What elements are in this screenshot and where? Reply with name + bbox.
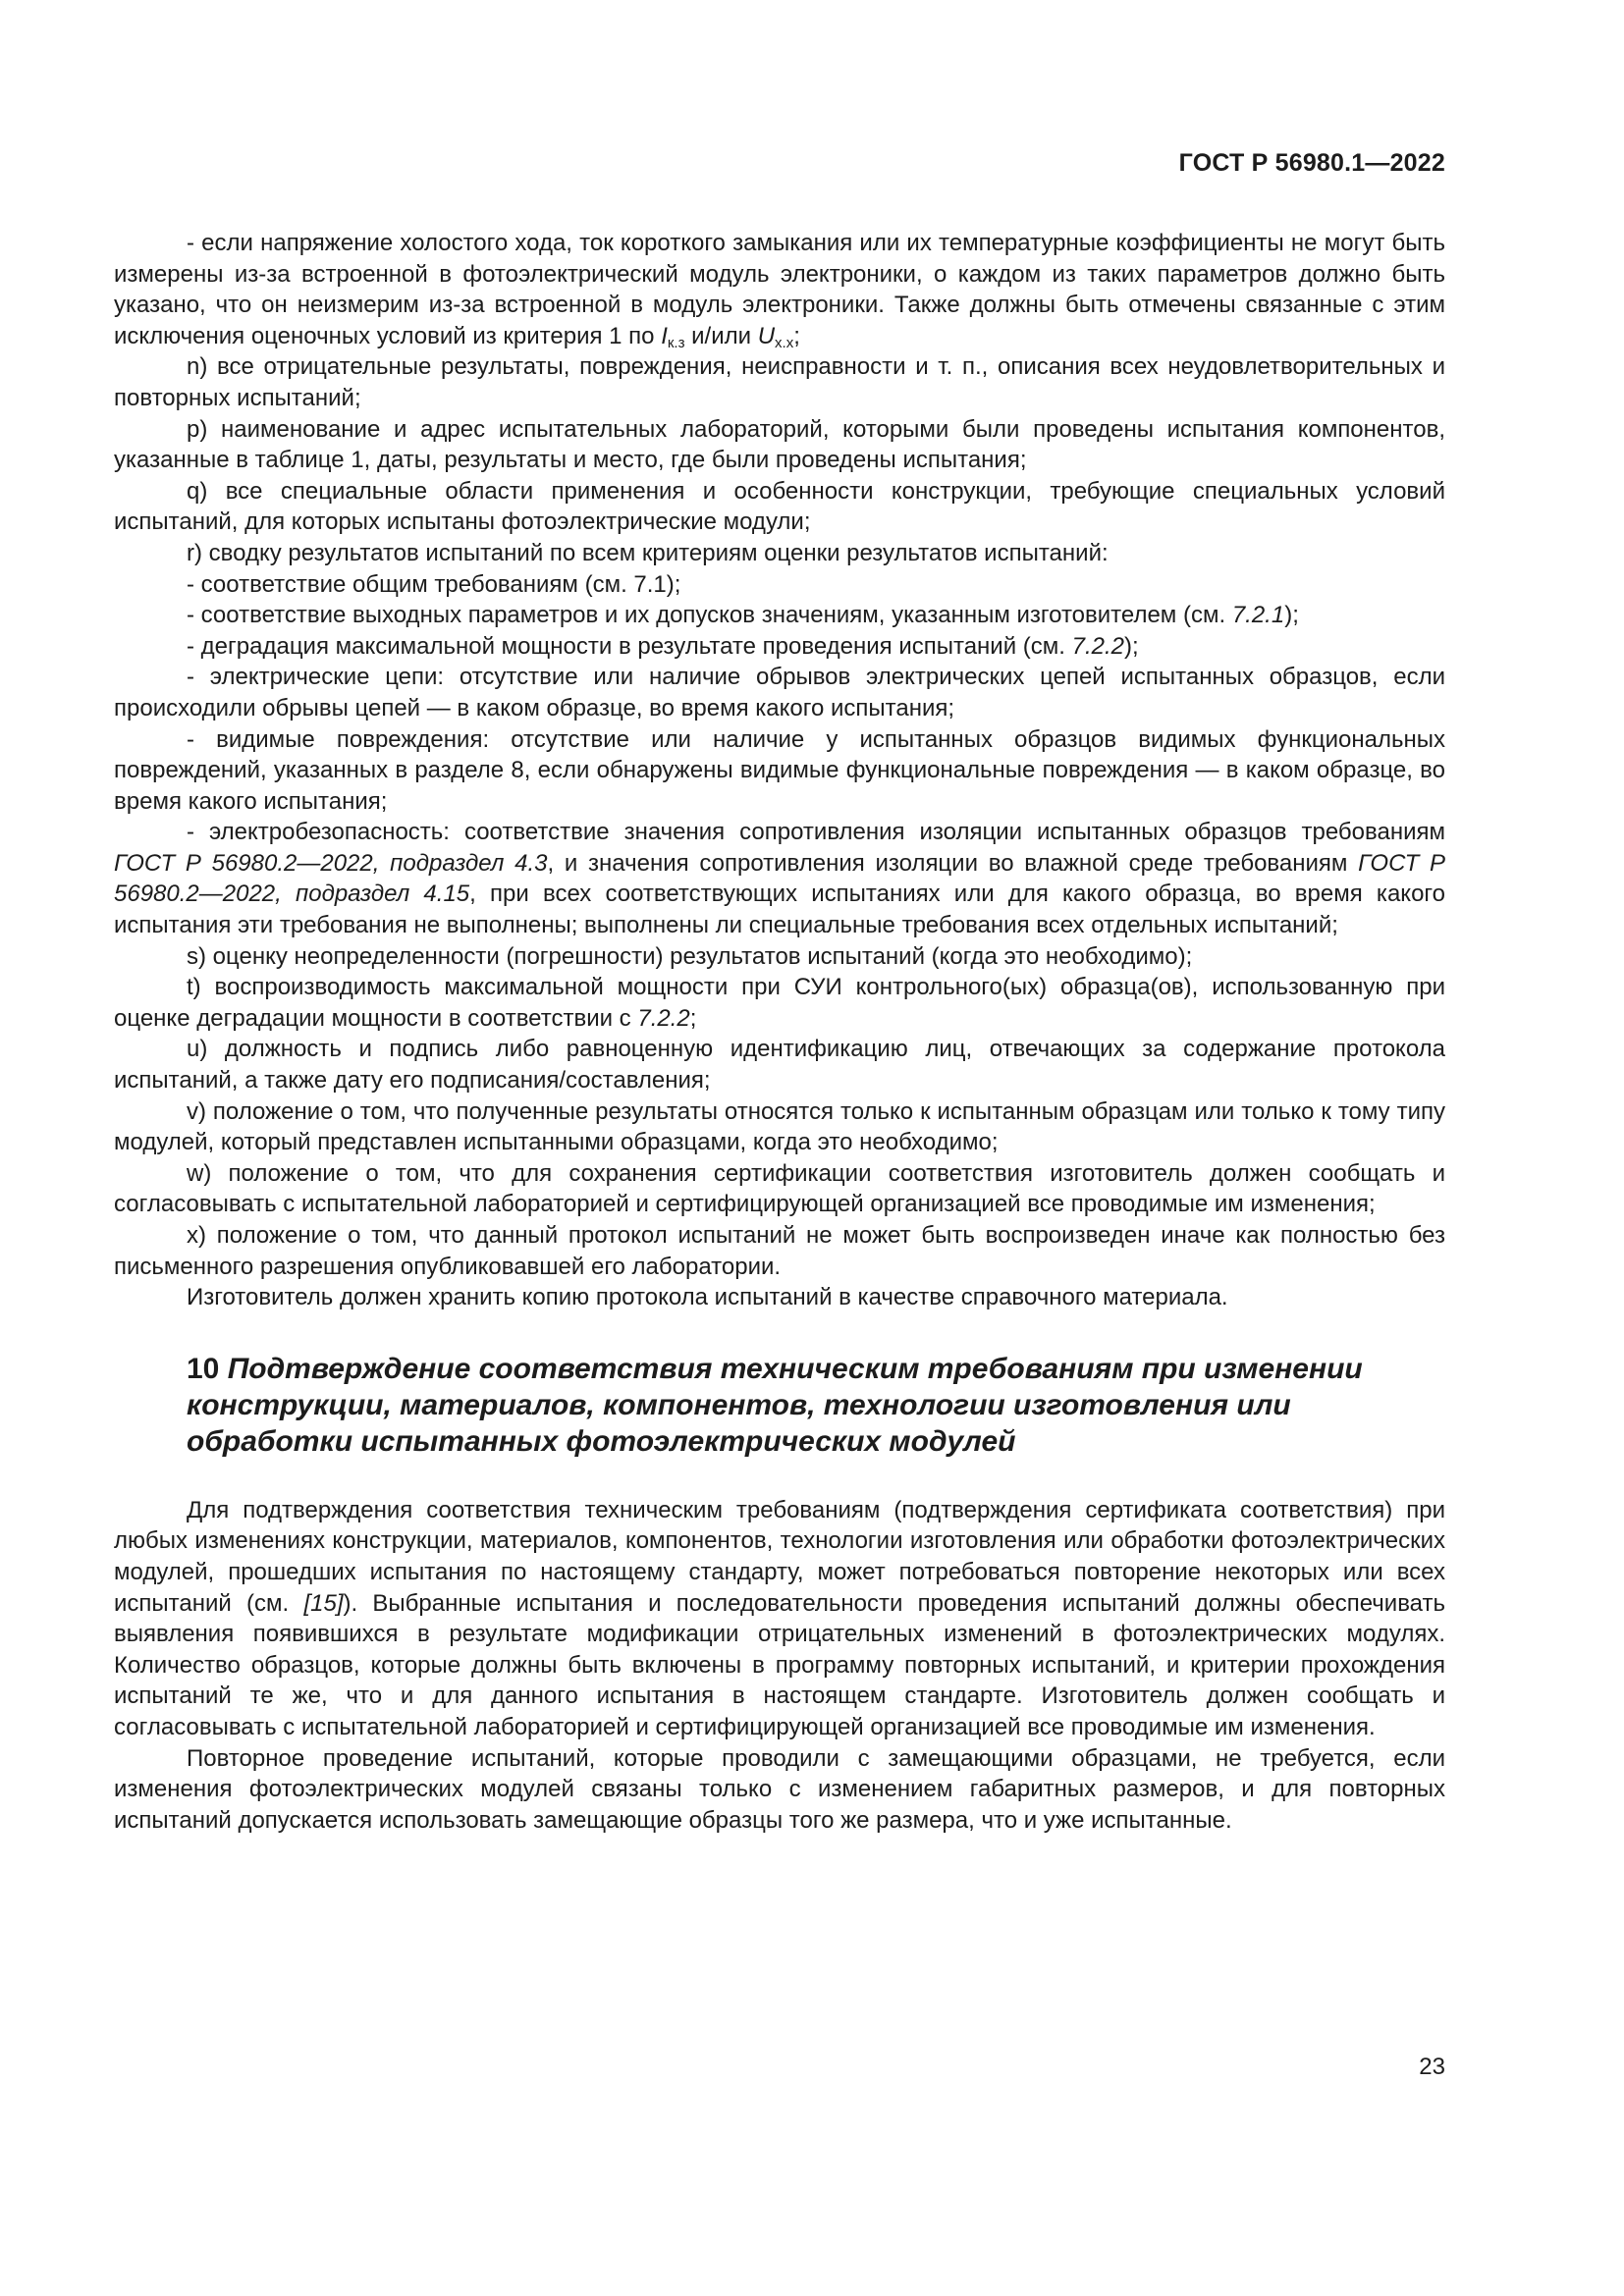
list-item-w: w) положение о том, что для сохранения сертификации соответствия изготовитель должен сообщать и согласовывать с испытательной лабораторией и сертифицирующей организацией все проводимые им изменения;	[114, 1159, 1445, 1218]
page-content	[114, 228, 1445, 1836]
list-item-p: p) наименование и адрес испытательных лабораторий, которыми были проведены испытания компонентов, указанные в таблице 1, даты, результаты и место, где были проведены испытания;	[114, 415, 1445, 474]
reference-link: ГОСТ Р 56980.2—2022, подраздел 4.15	[114, 849, 1446, 908]
section-10-paragraph-1: Для подтверждения соответствия техническим требованиям (подтверждения сертификата соответствия) при любых изменениях конструкции, материалов, компонентов, технологии изготовления или обработки фотоэлектрических модулей, прошедших испытания по настоящему стандарту, может потребоваться повторение некоторых или всех испытаний (см. [15]). Выбранные испытания и последовательности проведения испытаний должны обеспечивать выявления появившихся в результате модификации отрицательных изменений в фотоэлектрических модулях. Количество образцов, которые должны быть включены в программу повторных испытаний, и критерии прохождения испытаний те же, что и для данного испытания в настоящем стандарте. Изготовитель должен сообщать и согласовывать с испытательной лабораторией и сертифицирующей организацией все проводимые им изменения.	[114, 1496, 1445, 1740]
section-title: Подтверждение соответствия техническим требованиям при изменении конструкции, материалов, компонентов, технологии изготовления или обработки испытанных фотоэлектрических модулей	[187, 1352, 1363, 1458]
bibliography-reference: [15]	[303, 1589, 344, 1617]
sub-item-power-degradation: - деградация максимальной мощности в результате проведения испытаний (см. 7.2.2);	[187, 632, 1139, 660]
section-10-paragraph-2: Повторное проведение испытаний, которые проводили с замещающими образцами, не требуется, если изменения фотоэлектрических модулей связаны только с изменением габаритных размеров, и для повторных испытаний допускается использовать замещающие образцы того же размера, что и уже испытанные.	[114, 1744, 1445, 1834]
list-item-n: n) все отрицательные результаты, повреждения, неисправности и т. п., описания всех неудовлетворительных и повторных испытаний;	[114, 353, 1445, 411]
closing-paragraph: Изготовитель должен хранить копию протокола испытаний в качестве справочного материала.	[187, 1284, 1228, 1311]
reference-link: ГОСТ Р 56980.2—2022, подраздел 4.3	[114, 849, 548, 877]
list-item-q: q) все специальные области применения и особенности конструкции, требующие специальных условий испытаний, для которых испытаны фотоэлектрические модули;	[114, 477, 1445, 536]
list-item-t: t) воспроизводимость максимальной мощности при СУИ контрольного(ых) образца(ов), использованную при оценке деградации мощности в соответствии с 7.2.2;	[114, 974, 1445, 1032]
section-number: 10	[187, 1352, 220, 1385]
reference-link: 7.2.1	[1231, 602, 1285, 629]
list-item-m: - если напряжение холостого хода, ток короткого замыкания или их температурные коэффициенты не могут быть измерены из-за встроенной в фотоэлектрический модуль электроники, о каждом из таких параметров должно быть указано, что он неизмерим из-за встроенной в модуль электроники. Также должны быть отмечены связанные с этим исключения оценочных условий из критерия 1 по $I_{к.з}$ и/или $U_{х.х}$;	[114, 230, 1445, 351]
reference-link: 7.2.2	[637, 1004, 690, 1032]
reference-link: 7.2.2	[1071, 632, 1124, 660]
sub-item-visible-damage: - видимые повреждения: отсутствие или наличие у испытанных образцов видимых функциональных повреждений, указанных в разделе 8, если обнаружены видимые функциональные повреждения — в каком образце, во время какого испытания;	[114, 725, 1445, 815]
section-10-heading	[114, 1351, 1445, 1460]
list-item-r: r) сводку результатов испытаний по всем критериям оценки результатов испытаний:	[187, 539, 1109, 566]
list-item-x: x) положение о том, что данный протокол испытаний не может быть воспроизведен иначе как полностью без письменного разрешения опубликовавшей его лаборатории.	[114, 1222, 1445, 1280]
sub-item-electrical-circuits: - электрические цепи: отсутствие или наличие обрывов электрических цепей испытанных образцов, если происходили обрывы цепей — в каком образце, во время какого испытания;	[114, 664, 1445, 721]
sub-item-electrical-safety: - электробезопасность: соответствие значения сопротивления изоляции испытанных образцов требованиям ГОСТ Р 56980.2—2022, подраздел 4.3, и значения сопротивления изоляции во влажной среде требованиям ГОСТ Р 56980.2—2022, подраздел 4.15, при всех соответствующих испытаниях или для какого образца, во время какого испытания эти требования не выполнены; выполнены ли специальные требования всех отдельных испытаний;	[114, 819, 1446, 939]
list-item-v: v) положение о том, что полученные результаты относятся только к испытанным образцам или только к тому типу модулей, который представлен испытанными образцами, когда это необходимо;	[114, 1097, 1445, 1156]
list-item-s: s) оценку неопределенности (погрешности) результатов испытаний (когда это необходимо);	[187, 942, 1193, 970]
document-code-header: ГОСТ Р 56980.1—2022	[1178, 149, 1445, 177]
sub-item-output-parameters: - соответствие выходных параметров и их допусков значениям, указанным изготовителем (см. 7.2.1);	[187, 602, 1299, 629]
sub-item-general-requirements: - соответствие общим требованиям (см. 7.1);	[187, 570, 681, 598]
list-item-u: u) должность и подпись либо равноценную идентификацию лиц, отвечающих за содержание протокола испытаний, а также дату его подписания/составления;	[114, 1036, 1445, 1095]
page-number: 23	[1419, 2054, 1445, 2080]
